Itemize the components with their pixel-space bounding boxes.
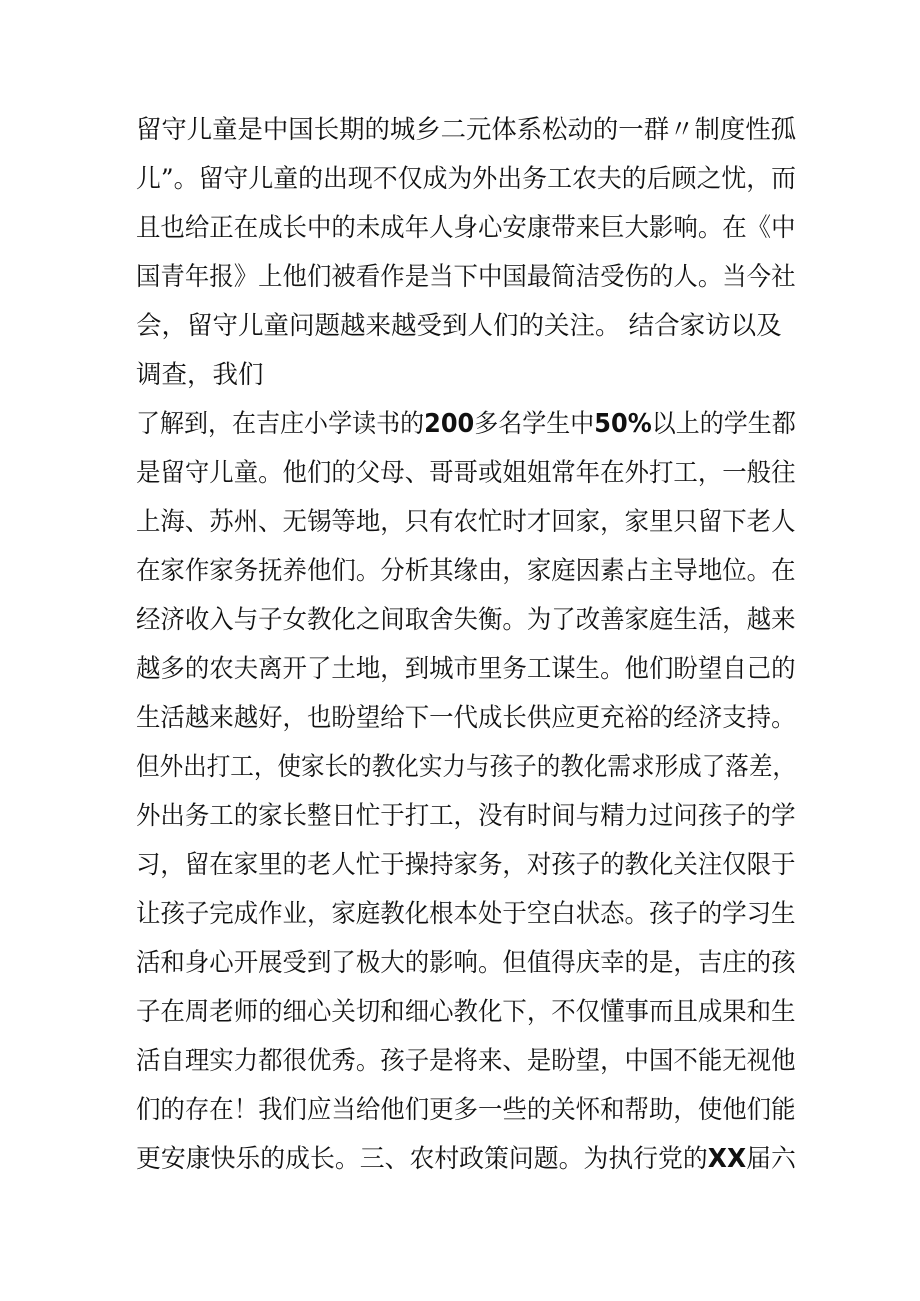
text-line: 了解到，在吉庄小学读书的200多名学生中50%以上的学生都 <box>136 409 796 439</box>
text-line: 让孩子完成作业，家庭教化根本处于空白状态。孩子的学习生 <box>136 899 796 929</box>
text-line: 更安康快乐的成长。三、农村政策问题。为执行党的XX届六 <box>136 1144 796 1174</box>
text-line: 上海、苏州、无锡等地，只有农忙时才回家，家里只留下老人 <box>136 507 796 537</box>
text-line: 但外出打工，使家长的教化实力与孩子的教化需求形成了落差， <box>136 752 797 782</box>
text-line: 留守儿童是中国长期的城乡二元体系松动的一群〃制度性孤 <box>136 115 797 145</box>
text-line: 会，留守儿童问题越来越受到人们的关注。 结合家访以及 <box>136 311 782 341</box>
text-line: 外出务工的家长整日忙于打工，没有时间与精力过问孩子的学 <box>136 801 796 831</box>
inline-number: XX <box>707 1144 747 1174</box>
text-line: 生活越来越好，也盼望给下一代成长供应更充裕的经济支持。 <box>136 703 796 733</box>
inline-number: 50% <box>594 409 652 439</box>
text-line: 子在周老师的细心关切和细心教化下，不仅懂事而且成果和生 <box>136 997 796 1027</box>
text-line: 儿”。留守儿童的出现不仅成为外出务工农夫的后顾之忧，而 <box>136 164 797 194</box>
text-line: 是留守儿童。他们的父母、哥哥或姐姐常年在外打工，一般往 <box>136 458 796 488</box>
text-line: 且也给正在成长中的未成年人身心安康带来巨大影响。在《中 <box>136 213 796 243</box>
inline-number: 200 <box>424 409 475 439</box>
text-line: 国青年报》上他们被看作是当下中国最简洁受伤的人。当今社 <box>136 262 796 292</box>
text-line: 在家作家务抚养他们。分析其缘由，家庭因素占主导地位。在 <box>136 556 796 586</box>
text-line: 调查，我们 <box>136 360 264 390</box>
text-line: 习，留在家里的老人忙于操持家务，对孩子的教化关注仅限于 <box>136 850 796 880</box>
text-line: 们的存在！我们应当给他们更多一些的关怀和帮助，使他们能 <box>136 1095 796 1125</box>
text-line: 活和身心开展受到了极大的影响。但值得庆幸的是，吉庄的孩 <box>136 948 796 978</box>
text-line: 经济收入与子女教化之间取舍失衡。为了改善家庭生活，越来 <box>136 605 796 635</box>
text-line: 越多的农夫离开了土地，到城市里务工谋生。他们盼望自己的 <box>136 654 796 684</box>
text-line: 活自理实力都很优秀。孩子是将来、是盼望，中国不能无视他 <box>136 1046 796 1076</box>
